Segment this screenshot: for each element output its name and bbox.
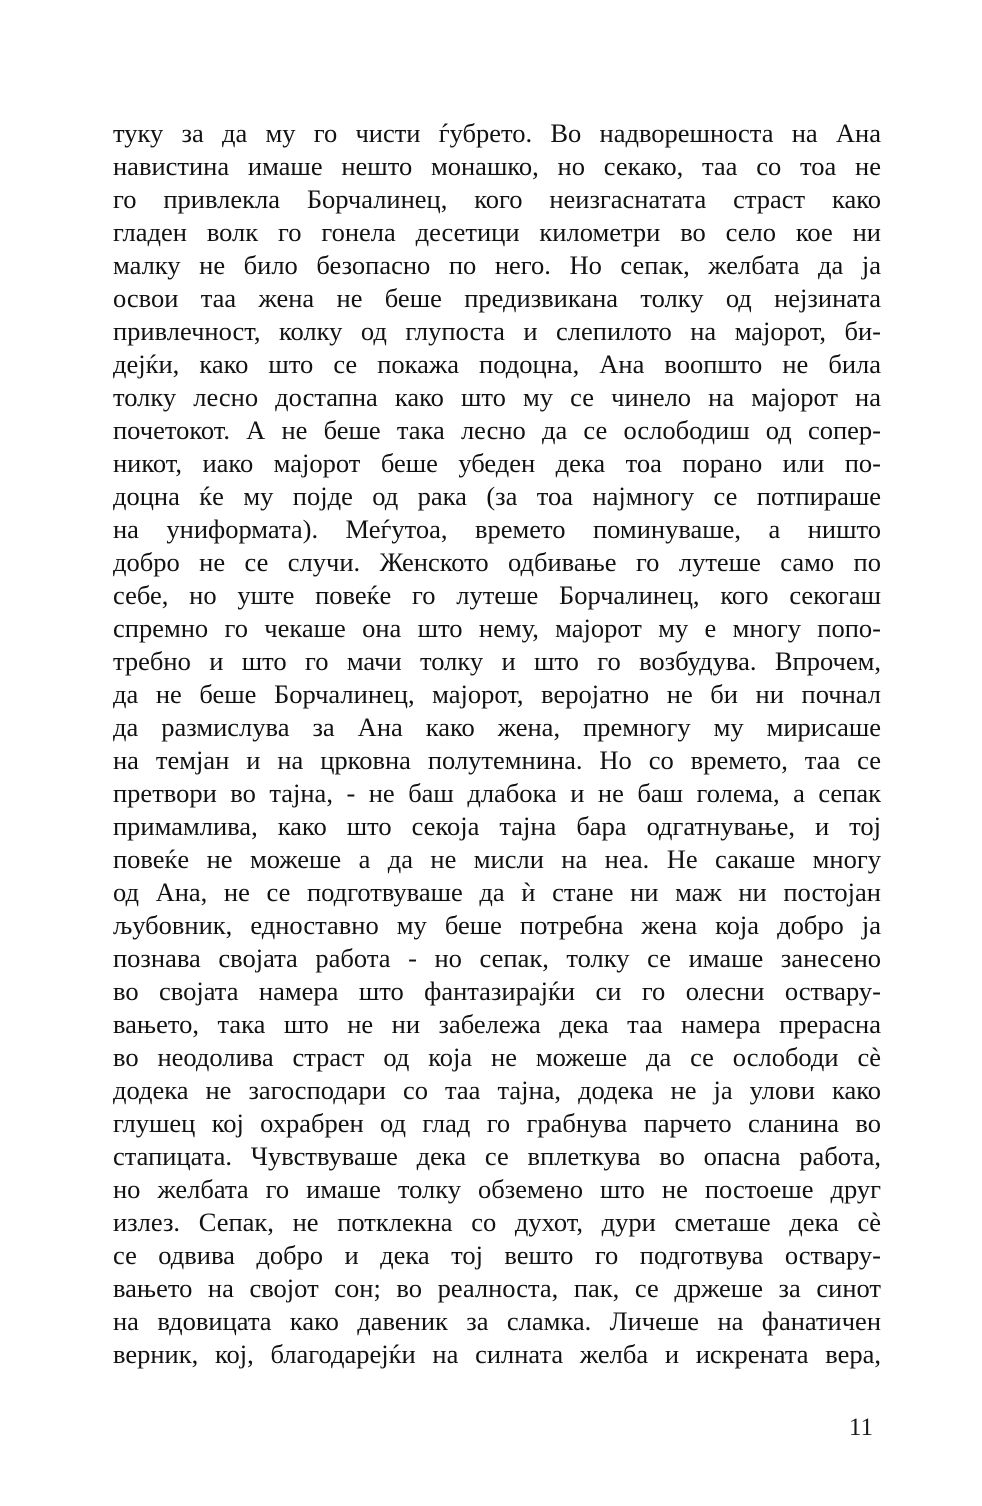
text-line: стапицата. Чувствуваше дека се вплеткува во опасна работа, bbox=[113, 1141, 881, 1171]
body-text-block bbox=[113, 117, 881, 1371]
text-line: никот, иако мајорот беше убеден дека тоа порано или по- bbox=[113, 448, 881, 478]
text-line: малку не било безопасно по него. Но сепак, желбата да ја bbox=[113, 250, 881, 280]
text-line: излез. Сепак, не потклекна со духот, дури сметаше дека сè bbox=[113, 1207, 881, 1237]
text-line: верник, кој, благодарејќи на силната желба и искрената вера, bbox=[113, 1339, 881, 1369]
text-line: почетокот. А не беше така лесно да се ослободиш од сопер- bbox=[113, 415, 881, 445]
text-line: на вдовицата како давеник за сламка. Личеше на фанатичен bbox=[113, 1306, 881, 1336]
text-line: вањето на својот сон; во реалноста, пак, се држеше за синот bbox=[113, 1273, 881, 1303]
text-line: освои таа жена не беше предизвикана толку од нејзината bbox=[113, 283, 881, 313]
text-line: се одвива добро и дека тој вешто го подготвува оствару- bbox=[113, 1240, 881, 1270]
text-line: гладен волк го гонела десетици километри во село кое ни bbox=[113, 217, 881, 247]
text-line: доцна ќе му појде од рака (за тоа најмногу се потпираше bbox=[113, 481, 881, 511]
text-line: го привлекла Борчалинец, кого неизгаснатата страст како bbox=[113, 184, 881, 214]
page-number: 11 bbox=[848, 1414, 873, 1441]
text-line: на униформата). Меѓутоа, времето поминуваше, а ништо bbox=[113, 514, 881, 544]
text-line: спремно го чекаше она што нему, мајорот му е многу попо- bbox=[113, 613, 881, 643]
text-line: требно и што го мачи толку и што го возбудува. Впрочем, bbox=[113, 646, 881, 676]
text-line: примамлива, како што секоја тајна бара одгатнување, и тој bbox=[113, 811, 881, 841]
text-line: глушец кој охрабрен од глад го грабнува парчето сланина во bbox=[113, 1108, 881, 1138]
text-line: љубовник, едноставно му беше потребна жена која добро ја bbox=[113, 910, 881, 940]
text-line: повеќе не можеше а да не мисли на неа. Не сакаше многу bbox=[113, 844, 881, 874]
text-line: себе, но уште повеќе го лутеше Борчалинец, кого секогаш bbox=[113, 580, 881, 610]
text-line: добро не се случи. Женското одбивање го лутеше само по bbox=[113, 547, 881, 577]
text-line: на темјан и на црковна полутемнина. Но со времето, таа се bbox=[113, 745, 881, 775]
text-line: дејќи, како што се покажа подоцна, Ана воопшто не била bbox=[113, 349, 881, 379]
text-line: но желбата го имаше толку обземено што не постоеше друг bbox=[113, 1174, 881, 1204]
text-line: од Ана, не се подготвуваше да ѝ стане ни маж ни постојан bbox=[113, 877, 881, 907]
text-line: туку за да му го чисти ѓубрето. Во надворешноста на Ана bbox=[113, 118, 881, 148]
text-line: привлечност, колку од глупоста и слепилото на мајорот, би- bbox=[113, 316, 881, 346]
text-line: навистина имаше нешто монашко, но секако, таа со тоа не bbox=[113, 151, 881, 181]
text-line: да размислува за Ана како жена, премногу му мирисаше bbox=[113, 712, 881, 742]
text-line: познава својата работа - но сепак, толку се имаше занесено bbox=[113, 943, 881, 973]
text-line: додека не загосподари со таа тајна, додека не ја улови како bbox=[113, 1075, 881, 1105]
text-line: во својата намера што фантазирајќи си го олесни оствару- bbox=[113, 976, 881, 1006]
text-line: да не беше Борчалинец, мајорот, веројатно не би ни почнал bbox=[113, 679, 881, 709]
text-line: претвори во тајна, - не баш длабока и не баш голема, а сепак bbox=[113, 778, 881, 808]
text-line: во неодолива страст од која не можеше да се ослободи сè bbox=[113, 1042, 881, 1072]
text-line: вањето, така што не ни забележа дека таа намера прерасна bbox=[113, 1009, 881, 1039]
text-line: толку лесно достапна како што му се чинело на мајорот на bbox=[113, 382, 881, 412]
